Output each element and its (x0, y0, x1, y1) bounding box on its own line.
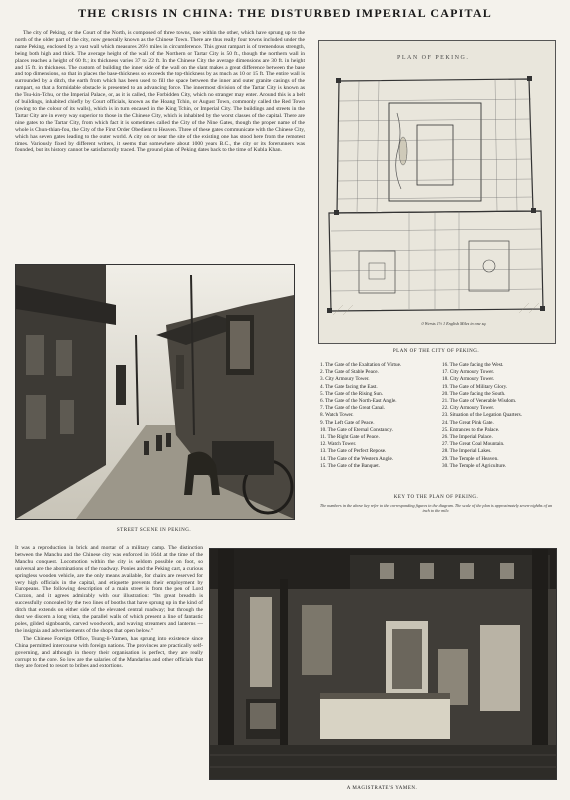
key-item: 23. Situation of the Legation Quarters. (442, 412, 522, 419)
key-note: The numbers in the above key refer to the corresponding figures in the diagram. The scale of the plan is approximately seven-eighths of an inch to the mile. (319, 503, 553, 513)
intro-text (15, 30, 305, 280)
key-item: 6. The Gate of the North-East Angle. (320, 398, 397, 405)
key-item: 30. The Temple of Agriculture. (442, 462, 507, 469)
key-list-right (442, 362, 560, 470)
lower-text (15, 545, 203, 797)
key-item: 21. The Gate of Venerable Wisdom. (442, 398, 517, 405)
key-item: 1. The Gate of the Exaltation of Virtue. (320, 362, 402, 368)
key-item: 8. Watch Tower. (320, 412, 354, 419)
key-item: 19. The Gate of Military Glory. (442, 383, 508, 390)
key-item: 16. The Gate facing the West. (442, 362, 504, 368)
key-item: 2. The Gate of Stable Peace. (320, 369, 379, 376)
key-item: 9. The Left Gate of Peace. (320, 419, 375, 426)
key-item: 28. The Imperial Lakes. (442, 448, 492, 455)
intro-paragraph: The city of Peking, or the Court of the North, is composed of three towns, one within the other, which have sprung up to the north of the older part of the city, now generally known as the Chinese Town. There are thus really four towns included under the name Peking, enclosed by a vast wall which measures 26½ miles in circumference. This great rampart is of tremendous strength, being both high and thick. The average height of the wall of the Northern or Tartar City is 50 ft., though the northern wall in places reaches a height of 60 ft.; its thickness varies 37 to 22 ft. In the Chinese City the average dimensions are 30 ft. in height and 15 ft. in thickness. The custom of building the inner side of the wall on the slant makes a great difference between the base and top dimensions, so that in places the base-thickness so exceeds the top-thickness by as much as 10 or 15 ft. The entire wall is surrounded by a ditch, the earth from which has been used to fill the space between the inner and outer granite casings of the rampart, so that a formidable obstacle is presented to an advancing force. The innermost division of the Tartar City is known as the Tsu-kin-Tchu, or the Imperial Palace, or, as it is called, the Forbidden City, which no stranger may enter. Around this is a belt of buildings, inhabited chiefly by Court officials, known as the Hoang Tchin, or August Town, commonly called the Red Town (owing to the colour of its walls), which is in turn encased in the King Tchin, or Imperial City. The buildings and streets in the Tartar City are in every way superior to those in the Chinese City, which is inhabited by the worst classes of the capital. There are nine gates to the Tartar City, from which fact it is sometimes called the City of the Nine Gates, though the proper name of the whole is Chun-thian-fou, the City of the First Order Obedient to Heaven. Three of these gates communicate with the Chinese City, which has seven gates leading to the outer world. A city on or near the site of the existing one has stood here from the remotest times. Variously fixed by different writers, it seems that somewhere about 1000 years B.C., the city or its forerunners was founded, but its history cannot be satisfactorily traced. The ground plan of Peking dates back to the time of Kubla Khan. (15, 30, 305, 154)
key-item: 3. City Armoury Tower. (320, 376, 370, 383)
map-title: PLAN OF PEKING. (397, 55, 470, 61)
key-item: 13. The Gate of Perfect Repose. (320, 448, 387, 455)
key-item: 15. The Gate of the Banquet. (320, 462, 380, 469)
key-item: 17. City Armoury Tower. (442, 369, 495, 376)
key-item: 29. The Temple of Heaven. (442, 455, 499, 462)
key-item: 4. The Gate facing the East. (320, 383, 378, 390)
yamen-image (209, 548, 557, 780)
key-item: 5. The Gate of the Rising Sun. (320, 390, 384, 397)
key-item: 11. The Right Gate of Peace. (320, 434, 380, 441)
peking-plan-diagram (319, 41, 555, 343)
key-item: 7. The Gate of the Great Canal. (320, 405, 386, 412)
street-scene-caption: STREET SCENE IN PEKING. (116, 528, 192, 533)
key-item: 22. City Armoury Tower. (442, 405, 495, 412)
lower-paragraph: The Chinese Foreign Office, Tsung-li-Yamen, has sprung into existence since China permitted intercourse with foreign nations. The provinces are practically self-governing, and although in theory their organisation is perfect, they are really corrupt to the core. So low are the salaries of the Mandarins and other officials that they are forced to resort to bribes and extortions. (15, 635, 203, 670)
key-item: 24. The Great Pink Gate. (442, 419, 494, 426)
map-figure (318, 40, 556, 344)
key-list-left (320, 362, 438, 470)
key-item: 18. City Armoury Tower. (442, 376, 495, 383)
map-scale-note: 0 Wersts 1½ 1 English Miles in one sq. (421, 321, 487, 326)
page-headline: THE CRISIS IN CHINA: THE DISTURBED IMPERIAL CAPITAL (78, 6, 492, 20)
key-item: 14. The Gate of the Western Angle. (320, 455, 394, 462)
key-item: 26. The Imperial Palace. (442, 434, 493, 441)
key-caption: KEY TO THE PLAN OF PEKING. (393, 495, 479, 500)
key-item: 27. The Great Coal Mountain. (442, 441, 505, 448)
yamen-caption: A MAGISTRATE'S YAMEN. (346, 786, 418, 791)
key-item: 10. The Gate of Eternal Constancy. (320, 426, 393, 433)
lower-paragraph: It was a reproduction in brick and mortar of a military camp. The distinction between the Manchu and the Chinese city was enforced in 1644 at the time of the Manchu conquest. Locomotion within the city is seldom possible on foot, so universal are the abominations of the roadway. Ponies and the Peking cart, a curious springless wooden vehicle, are the only means available, for chairs are reserved for very high officials in the capital, and etiquette prevents their employment by Europeans. The following description of a main street is from the pen of Lord Curzon, and it agrees admirably with our illustration: “Its great breadth is successfully concealed by the two lines of booths that have sprung up in the kind of ditch that extends on either side of the elevated central roadway; but through the dust we discern a long vista, the parallel walls of which present a line of fantastic poles, gilded signboards, carved woodwork, and waving streamers and lanterns — the insignia and advertisements of the shops that open below.” (15, 545, 203, 634)
map-caption: PLAN OF THE CITY OF PEKING. (392, 349, 480, 354)
key-item: 25. Entrances to the Palace. (442, 426, 500, 433)
street-scene-image (15, 264, 295, 520)
key-item: 12. Watch Tower. (320, 441, 357, 448)
key-item: 20. The Gate facing the South. (442, 390, 506, 397)
